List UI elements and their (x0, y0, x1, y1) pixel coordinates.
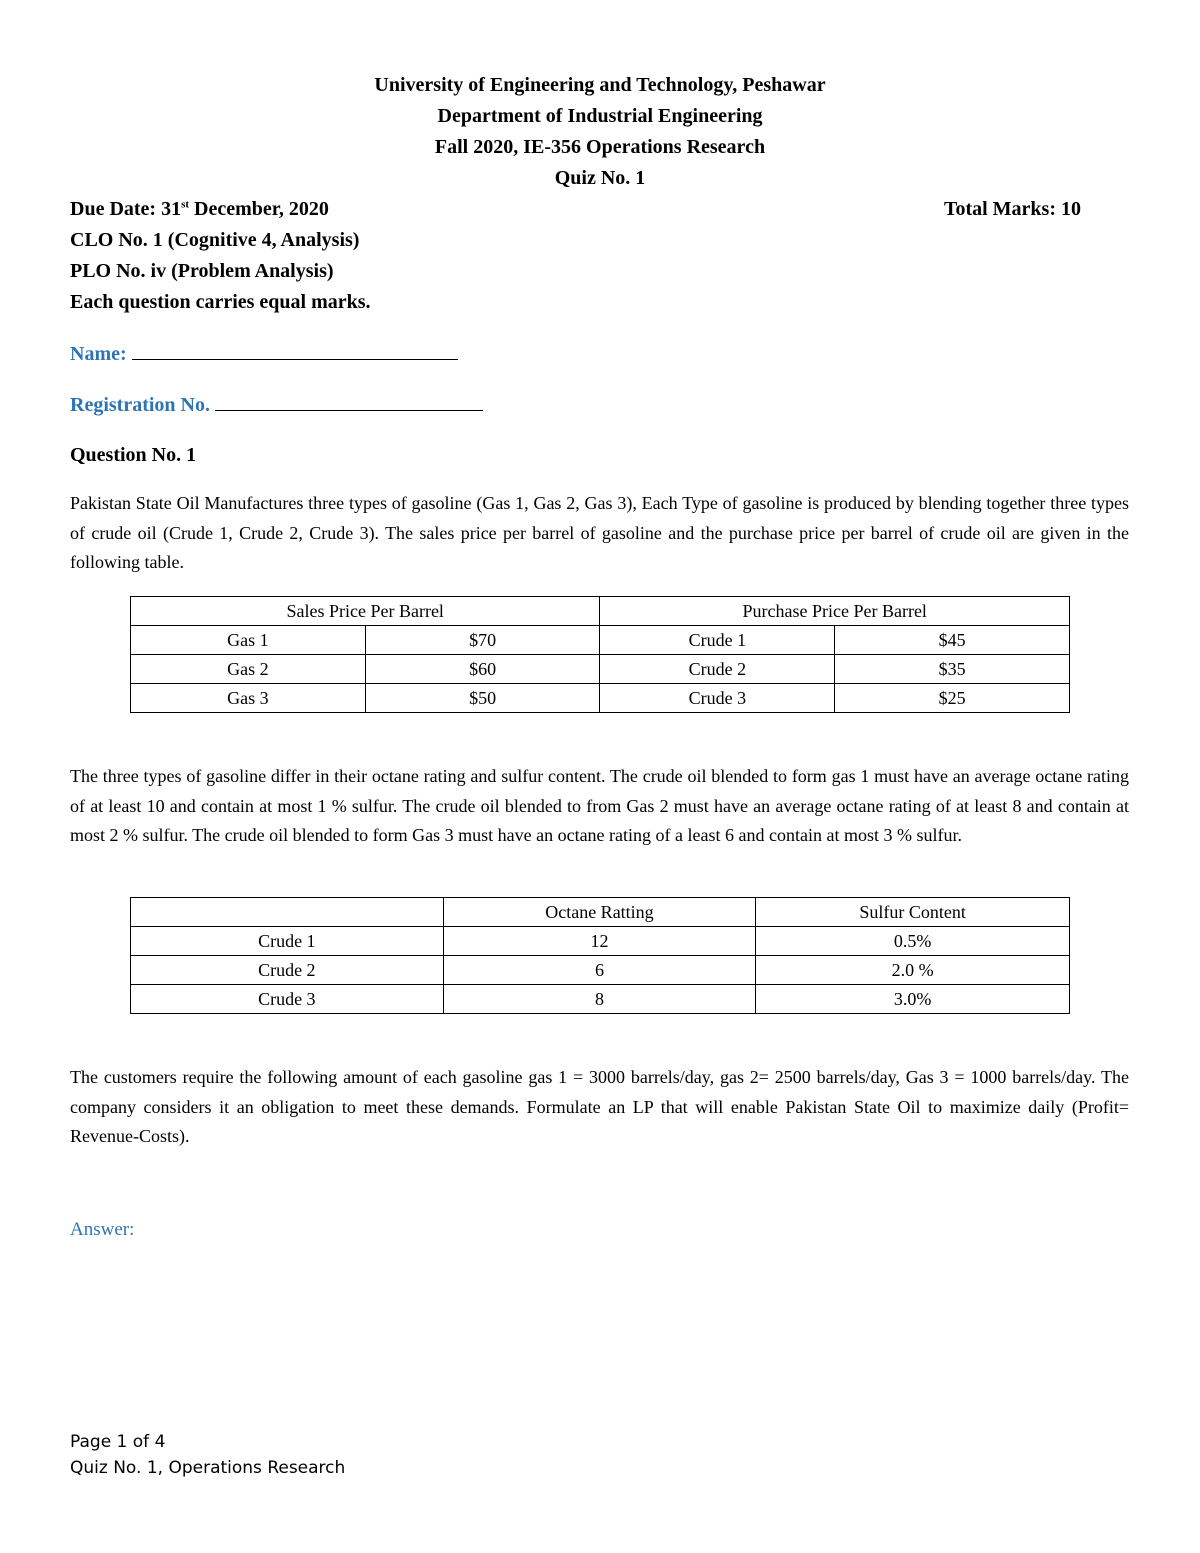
table-header-row (131, 597, 1070, 626)
table-cell: 3.0% (756, 985, 1070, 1014)
due-date-rest: December, 2020 (189, 198, 329, 220)
table-cell: 12 (443, 927, 756, 956)
course-title: Fall 2020, IE-356 Operations Research (434, 136, 766, 158)
table-cell: Gas 3 (131, 684, 366, 713)
university-title: University of Engineering and Technology, Peshawar (374, 74, 826, 96)
table-cell: 8 (443, 985, 756, 1014)
table-row (131, 626, 1070, 655)
table-cell: Crude 2 (131, 956, 444, 985)
table-header-cell: Sales Price Per Barrel (131, 597, 600, 626)
registration-blank-line[interactable] (215, 392, 483, 411)
due-date-sup: st (181, 198, 190, 211)
question-paragraph-1: Pakistan State Oil Manufactures three types of gasoline (Gas 1, Gas 2, Gas 3), Each Type of gasoline is produced by blending together three types of crude oil (Crude 1, Crude 2, Crude 3). The sales price per barrel of gasoline and the purchase price per barrel of crude oil are given in the following table. (70, 493, 1129, 572)
answer-label: Answer: (70, 1219, 135, 1240)
table-cell: Gas 1 (131, 626, 366, 655)
name-label: Name: (70, 343, 127, 365)
table-cell: Gas 2 (131, 655, 366, 684)
table-cell: Crude 1 (600, 626, 835, 655)
table-row (131, 985, 1070, 1014)
table-cell: Crude 1 (131, 927, 444, 956)
table-cell: $45 (835, 626, 1070, 655)
table-cell: Crude 3 (131, 985, 444, 1014)
table-row (131, 956, 1070, 985)
page-number: Page 1 of 4 (70, 1432, 166, 1452)
table-header-cell: Octane Ratting (443, 898, 756, 927)
due-date (70, 198, 329, 221)
department-title: Department of Industrial Engineering (437, 105, 763, 127)
price-table (130, 596, 1070, 713)
registration-field[interactable] (70, 392, 483, 417)
table-cell: Crude 3 (600, 684, 835, 713)
name-field[interactable] (70, 341, 458, 366)
table-cell: 6 (443, 956, 756, 985)
total-marks: Total Marks: 10 (943, 198, 1081, 220)
name-blank-line[interactable] (132, 341, 458, 360)
table-row (131, 684, 1070, 713)
quiz-title: Quiz No. 1 (554, 167, 646, 189)
plo-line: PLO No. iv (Problem Analysis) (70, 260, 334, 282)
table-header-cell: Sulfur Content (756, 898, 1070, 927)
question-paragraph-2: The three types of gasoline differ in their octane rating and sulfur content. The crude oil blended to form gas 1 must have an average octane rating of at least 10 and contain at most 1 % sulfur. The crude oil blended to from Gas 2 must have an average octane rating of at least 8 and contain at most 2 % sulfur. The crude oil blended to form Gas 3 must have an octane rating of a least 6 and contain at most 3 % sulfur. (70, 766, 1129, 845)
question-title: Question No. 1 (70, 444, 197, 466)
table-header-cell (131, 898, 444, 927)
table-cell: $35 (835, 655, 1070, 684)
table-row (131, 655, 1070, 684)
property-table (130, 897, 1070, 1014)
table-cell: $70 (365, 626, 600, 655)
footer-title: Quiz No. 1, Operations Research (70, 1458, 346, 1478)
table-cell: 2.0 % (756, 956, 1070, 985)
table-row (131, 927, 1070, 956)
question-paragraph-3: The customers require the following amount of each gasoline gas 1 = 3000 barrels/day, gas 2= 2500 barrels/day, Gas 3 = 1000 barrels/day. The company considers it an obligation to meet these demands. Formulate an LP that will enable Pakistan State Oil to maximize daily (Profit= Revenue-Costs). (70, 1067, 1129, 1146)
table-cell: $60 (365, 655, 600, 684)
table-cell: 0.5% (756, 927, 1070, 956)
table-cell: Crude 2 (600, 655, 835, 684)
due-date-label: Due Date: 31 (70, 198, 182, 220)
table-cell: $25 (835, 684, 1070, 713)
clo-line: CLO No. 1 (Cognitive 4, Analysis) (70, 229, 360, 251)
registration-label: Registration No. (70, 394, 210, 416)
equal-marks-line: Each question carries equal marks. (70, 291, 371, 313)
table-header-row (131, 898, 1070, 927)
table-header-cell: Purchase Price Per Barrel (600, 597, 1070, 626)
table-cell: $50 (365, 684, 600, 713)
